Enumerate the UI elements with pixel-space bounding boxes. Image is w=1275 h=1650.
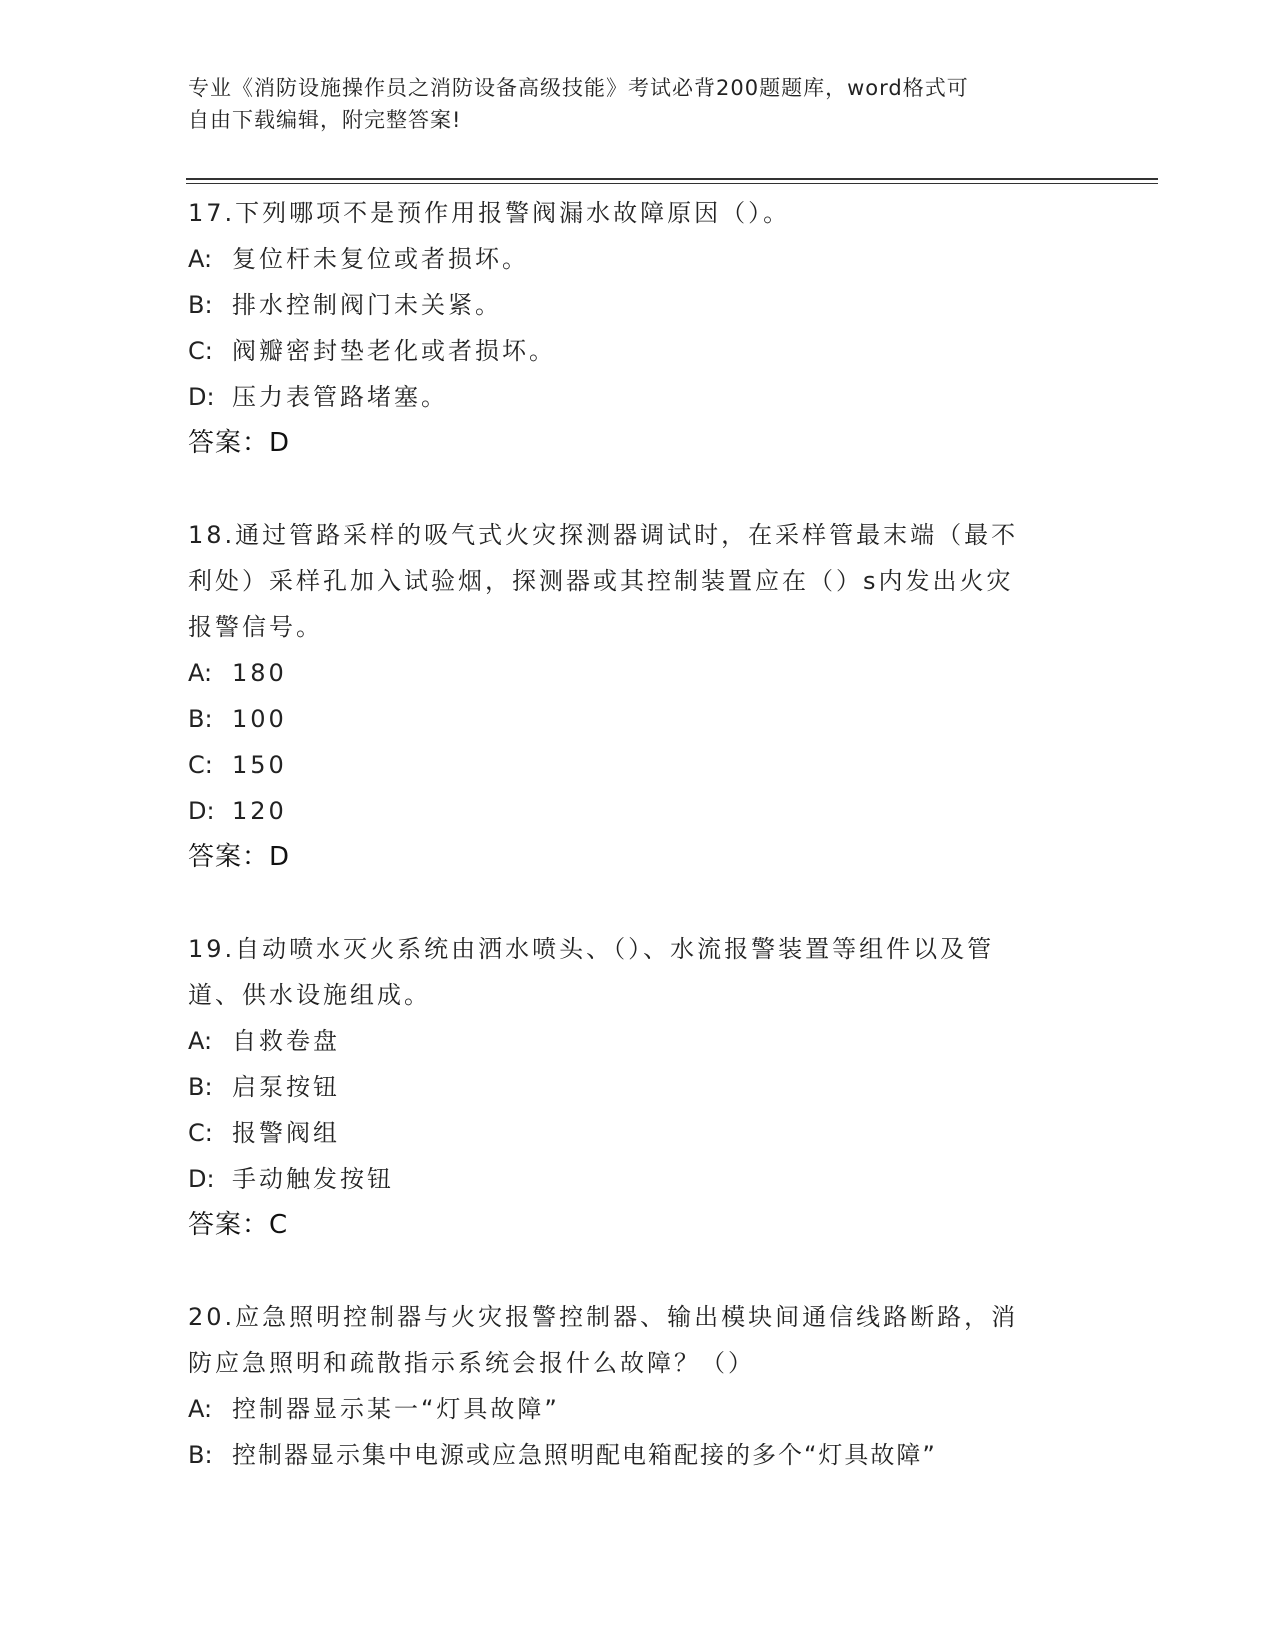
option-a bbox=[188, 236, 1098, 282]
option-text: 启泵按钮 bbox=[232, 1073, 340, 1101]
option-label: D: bbox=[188, 383, 215, 411]
question-stem: 防应急照明和疏散指示系统会报什么故障？（） bbox=[188, 1349, 755, 1377]
option-text: 180 bbox=[232, 659, 287, 687]
option-label: B: bbox=[188, 291, 213, 319]
document-header bbox=[188, 72, 1088, 136]
option-text: 阀瓣密封垫老化或者损坏。 bbox=[232, 337, 556, 365]
question-20 bbox=[188, 1294, 1098, 1478]
option-text: 150 bbox=[232, 751, 287, 779]
option-a bbox=[188, 650, 1098, 696]
option-label: D: bbox=[188, 797, 215, 825]
option-label: A: bbox=[188, 245, 213, 273]
option-c bbox=[188, 1110, 1098, 1156]
option-text: 自救卷盘 bbox=[232, 1027, 340, 1055]
option-label: A: bbox=[188, 1395, 213, 1423]
question-stem: 17.下列哪项不是预作用报警阀漏水故障原因（）。 bbox=[188, 199, 791, 227]
question-17 bbox=[188, 190, 1098, 466]
option-label: D: bbox=[188, 1165, 215, 1193]
question-stem: 报警信号。 bbox=[188, 613, 323, 641]
question-stem: 20.应急照明控制器与火灾报警控制器、输出模块间通信线路断路，消 bbox=[188, 1303, 1019, 1331]
header-line-2: 自由下载编辑，附完整答案! bbox=[188, 108, 462, 132]
option-label: A: bbox=[188, 659, 213, 687]
answer: 答案：D bbox=[188, 842, 291, 872]
option-d bbox=[188, 374, 1098, 420]
question-18 bbox=[188, 512, 1098, 880]
option-label: C: bbox=[188, 1119, 213, 1147]
option-text: 复位杆未复位或者损坏。 bbox=[232, 245, 529, 273]
header-divider-thin bbox=[186, 183, 1158, 184]
option-d bbox=[188, 788, 1098, 834]
answer: 答案：D bbox=[188, 428, 291, 458]
option-label: C: bbox=[188, 337, 213, 365]
option-label: B: bbox=[188, 1073, 213, 1101]
option-label: B: bbox=[188, 705, 213, 733]
option-text: 压力表管路堵塞。 bbox=[232, 383, 448, 411]
header-line-1: 专业《消防设施操作员之消防设备高级技能》考试必背200题题库，word格式可 bbox=[188, 76, 969, 100]
option-a bbox=[188, 1386, 1098, 1432]
option-text: 排水控制阀门未关紧。 bbox=[232, 291, 502, 319]
option-d bbox=[188, 1156, 1098, 1202]
header-divider-thick bbox=[186, 178, 1158, 180]
option-label: A: bbox=[188, 1027, 213, 1055]
option-a bbox=[188, 1018, 1098, 1064]
option-text: 100 bbox=[232, 705, 287, 733]
question-stem: 19.自动喷水灭火系统由洒水喷头、（）、水流报警装置等组件以及管 bbox=[188, 935, 995, 963]
option-c bbox=[188, 742, 1098, 788]
option-label: B: bbox=[188, 1441, 213, 1469]
question-19 bbox=[188, 926, 1098, 1248]
option-text: 报警阀组 bbox=[232, 1119, 340, 1147]
option-b bbox=[188, 696, 1098, 742]
option-b bbox=[188, 1432, 1098, 1478]
question-list bbox=[188, 190, 1098, 1524]
question-stem: 利处）采样孔加入试验烟，探测器或其控制装置应在（）s内发出火灾 bbox=[188, 567, 1014, 595]
option-text: 手动触发按钮 bbox=[232, 1165, 394, 1193]
question-stem: 道、供水设施组成。 bbox=[188, 981, 431, 1009]
option-b bbox=[188, 1064, 1098, 1110]
option-c bbox=[188, 328, 1098, 374]
option-text: 控制器显示某一“灯具故障” bbox=[232, 1395, 560, 1423]
question-stem: 18.通过管路采样的吸气式火灾探测器调试时，在采样管最末端（最不 bbox=[188, 521, 1019, 549]
answer: 答案：C bbox=[188, 1210, 289, 1240]
option-text: 控制器显示集中电源或应急照明配电箱配接的多个“灯具故障” bbox=[232, 1441, 937, 1469]
option-b bbox=[188, 282, 1098, 328]
option-label: C: bbox=[188, 751, 213, 779]
option-text: 120 bbox=[232, 797, 287, 825]
